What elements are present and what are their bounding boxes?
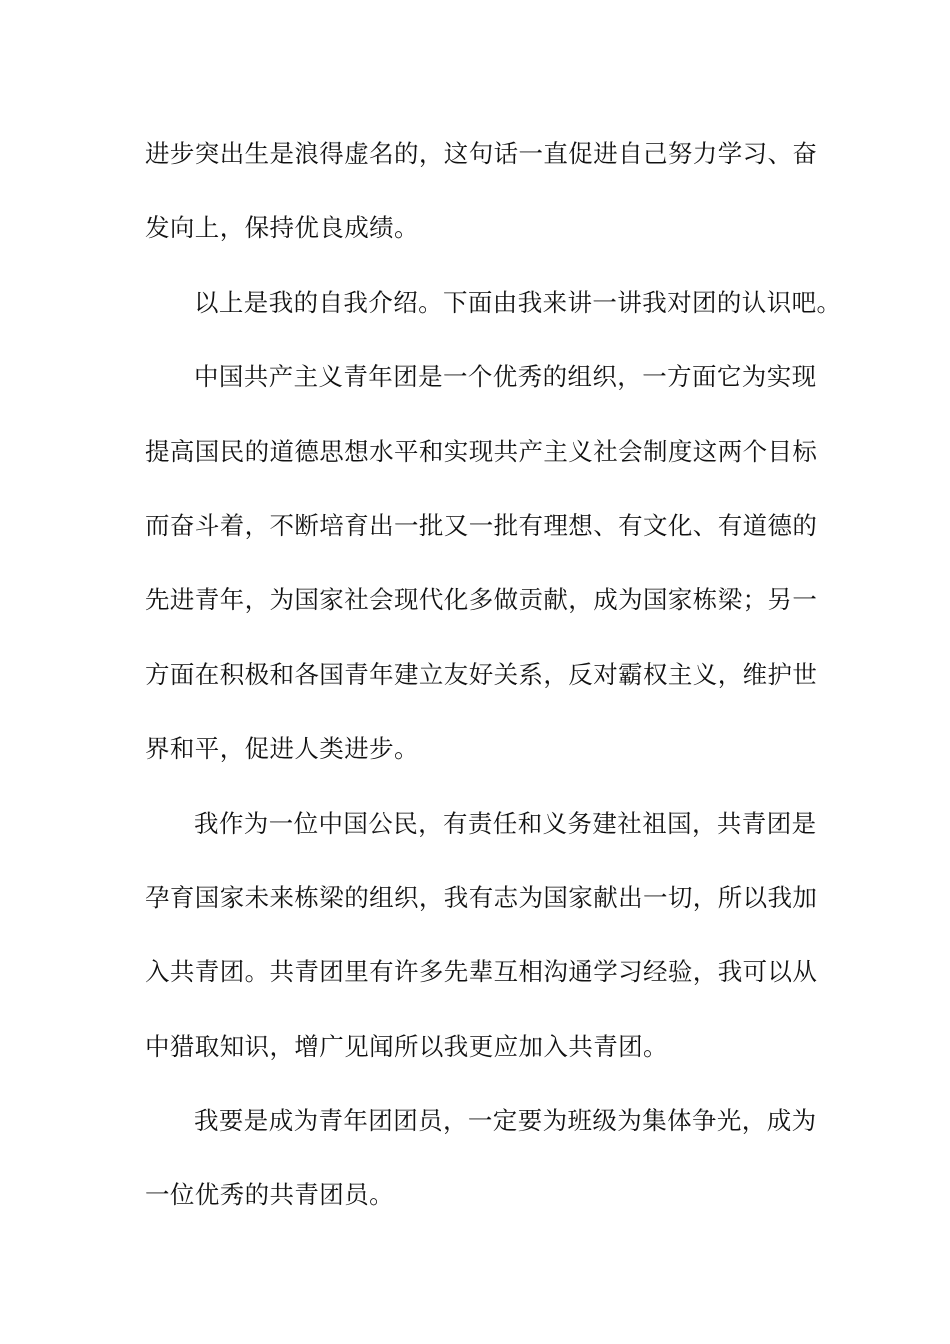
paragraph-first-line: 中国共产主义青年团是一个优秀的组织，一方面它为实现 [194, 362, 817, 392]
text-line: 孕育国家未来栋梁的组织，我有志为国家献出一切，所以我加 [145, 882, 818, 912]
text-line: 提高国民的道德思想水平和实现共产主义社会制度这两个目标 [145, 436, 818, 466]
text-line: 方面在积极和各国青年建立友好关系，反对霸权主义，维护世 [145, 659, 818, 689]
paragraph-first-line: 我作为一位中国公民，有责任和义务建社祖国，共青团是 [194, 808, 817, 838]
text-line: 进步突出生是浪得虚名的，这句话一直促进自己努力学习、奋 [145, 139, 818, 168]
paragraph-first-line: 我要是成为青年团团员，一定要为班级为集体争光，成为 [194, 1106, 817, 1136]
text-line: 一位优秀的共青团员。 [145, 1180, 394, 1210]
text-line: 界和平，促进人类进步。 [145, 734, 419, 764]
paragraph-first-line: 以上是我的自我介绍。下面由我来讲一讲我对团的认识吧。 [194, 287, 842, 317]
text-line: 先进青年，为国家社会现代化多做贡献，成为国家栋梁；另一 [145, 585, 818, 615]
text-line: 而奋斗着，不断培育出一批又一批有理想、有文化、有道德的 [145, 510, 818, 540]
text-line: 发向上，保持优良成绩。 [145, 213, 419, 243]
text-line: 入共青团。共青团里有许多先辈互相沟通学习经验，我可以从 [145, 957, 818, 987]
text-line: 中猎取知识，增广见闻所以我更应加入共青团。 [145, 1031, 668, 1061]
document-body [145, 117, 842, 1233]
